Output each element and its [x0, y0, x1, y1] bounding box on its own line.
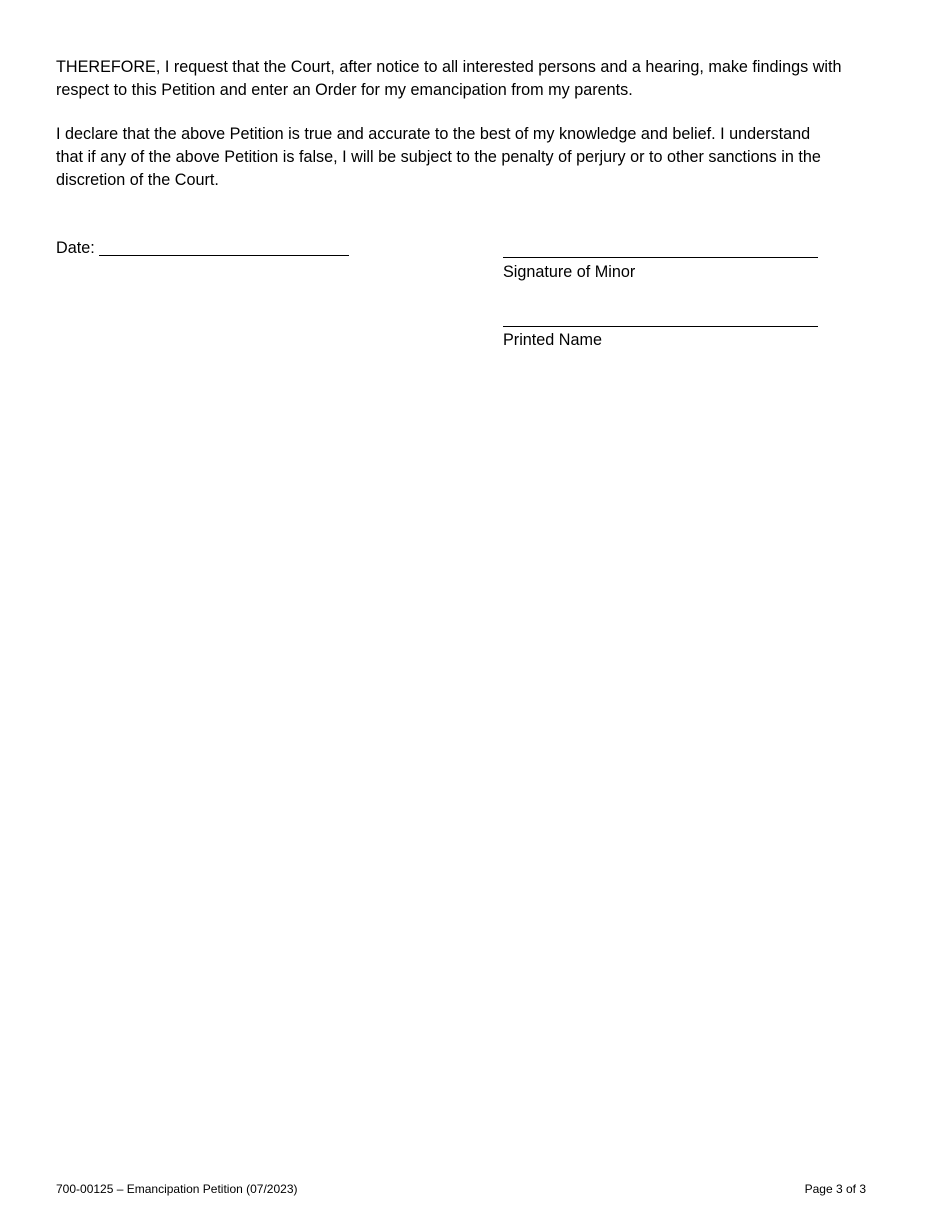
date-field[interactable]	[99, 238, 349, 256]
declaration-paragraph	[56, 123, 886, 192]
paragraph-line: THEREFORE, I request that the Court, after notice to all interested persons and a hearing, make findings with	[56, 58, 842, 76]
paragraph-line: that if any of the above Petition is false, I will be subject to the penalty of perjury or to other sanctions in the	[56, 148, 821, 166]
printed-name-label: Printed Name	[503, 331, 602, 349]
date-row	[56, 237, 349, 260]
printed-name-field[interactable]	[503, 326, 818, 327]
minor-signature-field[interactable]	[503, 257, 818, 258]
request-paragraph	[56, 56, 886, 102]
minor-signature-label: Signature of Minor	[503, 263, 636, 281]
paragraph-line: respect to this Petition and enter an Order for my emancipation from my parents.	[56, 81, 633, 99]
paragraph-line: discretion of the Court.	[56, 171, 219, 189]
footer-page-number: Page 3 of 3	[804, 1182, 866, 1196]
date-label: Date:	[56, 239, 95, 257]
paragraph-line: I declare that the above Petition is true and accurate to the best of my knowledge and belief. I understand	[56, 125, 811, 143]
footer-form-id: 700-00125 – Emancipation Petition (07/2023)	[56, 1182, 298, 1196]
